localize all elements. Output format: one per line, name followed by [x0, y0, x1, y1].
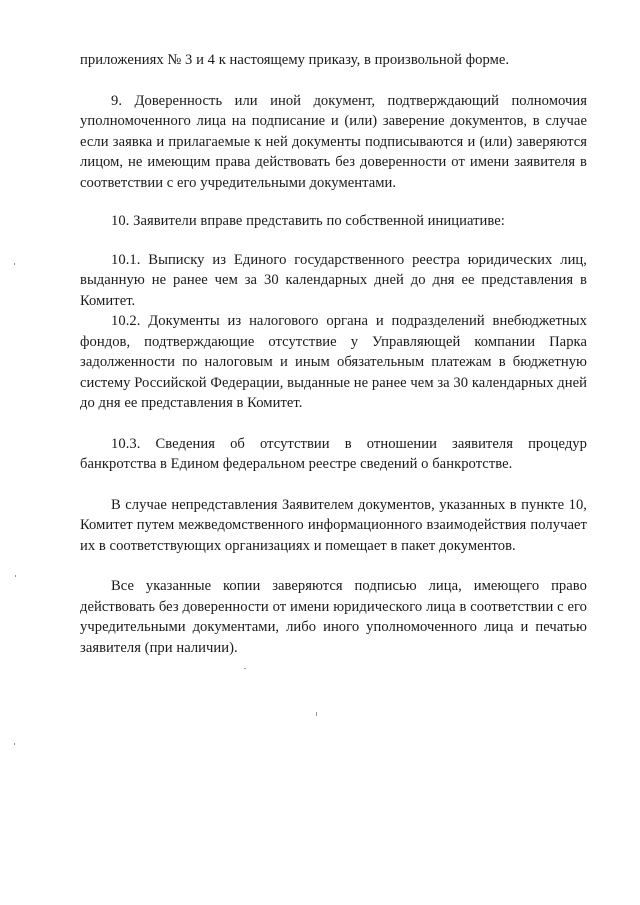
scan-speck [14, 743, 15, 745]
paragraph-item-9: 9. Доверенность или иной документ, подтверждающий полномочия уполномоченного лица на подписание и (или) заверение документов, в случае если заявка и прилагаемые к ней документы подписываются и (или) заверяются лицом, не имеющим права действовать без доверенности от имени заявителя в соответствии с его учредительными документами. [80, 92, 587, 191]
paragraph-certification: Все указанные копии заверяются подписью лица, имеющего право действовать без доверенности от имени юридического лица в соответствии с его учредительными документами, либо иного уполномоченного лица и печатью заявителя (при наличии). [80, 578, 587, 656]
paragraph-item-10-2: 10.2. Документы из налогового органа и подразделений внебюджетных фондов, подтверждающие отсутствие у Управляющей компании Парка задолженности по налоговым и иным обязательным платежам в бюджетную систему Российской Федерации, выданные не ранее чем за 30 календарных дней до дня ее представления в Комитет. [80, 313, 587, 411]
paragraph-continuation: приложениях № 3 и 4 к настоящему приказу, в произвольной форме. [80, 52, 510, 68]
scan-speck [14, 263, 15, 265]
scan-speck [316, 712, 317, 716]
scan-speck [15, 575, 16, 577]
paragraph-non-submission: В случае непредставления Заявителем документов, указанных в пункте 10, Комитет путем межведомственного информационного взаимодействия получает их в соответствующих организациях и помещает в пакет документов. [80, 496, 587, 554]
document-body [80, 50, 587, 658]
scan-speck [244, 668, 246, 669]
paragraph-item-10-3: 10.3. Сведения об отсутствии в отношении заявителя процедур банкротства в Едином федеральном реестре сведений о банкротстве. [80, 435, 587, 472]
paragraph-item-10-1: 10.1. Выписку из Единого государственного реестра юридических лиц, выданную не ранее чем за 30 календарных дней до дня ее представления в Комитет. [80, 251, 587, 309]
paragraph-item-10: 10. Заявители вправе представить по собственной инициативе: [111, 213, 505, 229]
